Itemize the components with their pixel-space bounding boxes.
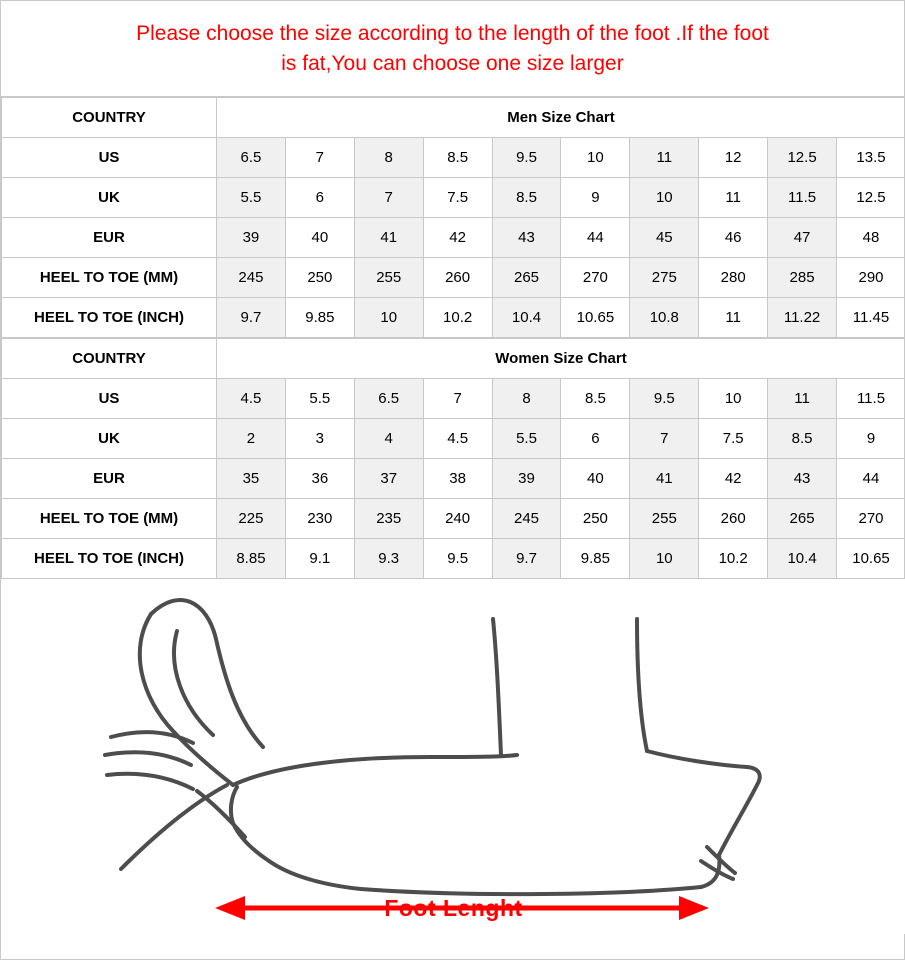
cell: 7 (354, 178, 423, 218)
cell: 8.5 (423, 138, 492, 178)
country-header: COUNTRY (2, 339, 217, 379)
cell: 35 (217, 459, 286, 499)
cell: 10.2 (699, 539, 768, 579)
cell: 5.5 (285, 379, 354, 419)
cell: 37 (354, 459, 423, 499)
table-row (2, 459, 905, 499)
cell: 255 (630, 499, 699, 539)
cell: 9 (561, 178, 630, 218)
cell: 42 (699, 459, 768, 499)
cell: 36 (285, 459, 354, 499)
table-row (2, 298, 905, 338)
foot-length-label: Foot Lenght (384, 895, 523, 921)
cell: 10 (561, 138, 630, 178)
cell: 8.5 (768, 419, 837, 459)
cell: 9.85 (285, 298, 354, 338)
cell: 265 (768, 499, 837, 539)
cell: 7.5 (699, 419, 768, 459)
cell: 8.5 (492, 178, 561, 218)
cell: 260 (423, 258, 492, 298)
cell: 44 (837, 459, 905, 499)
cell: 11 (699, 298, 768, 338)
cell: 4.5 (217, 379, 286, 419)
cell: 11 (768, 379, 837, 419)
cell: 48 (837, 218, 905, 258)
cell: 10.4 (492, 298, 561, 338)
cell: 280 (699, 258, 768, 298)
cell: 6 (285, 178, 354, 218)
cell: 10.65 (561, 298, 630, 338)
cell: 5.5 (492, 419, 561, 459)
cell: 7 (630, 419, 699, 459)
table-row (2, 379, 905, 419)
cell: 44 (561, 218, 630, 258)
cell: 250 (285, 258, 354, 298)
row-label: EUR (2, 218, 217, 258)
cell: 41 (354, 218, 423, 258)
cell: 235 (354, 499, 423, 539)
table-row (2, 138, 905, 178)
cell: 43 (768, 459, 837, 499)
cell: 9.1 (285, 539, 354, 579)
cell: 39 (492, 459, 561, 499)
row-label: HEEL TO TOE (MM) (2, 258, 217, 298)
cell: 8.5 (561, 379, 630, 419)
cell: 12.5 (837, 178, 905, 218)
cell: 40 (285, 218, 354, 258)
cell: 270 (837, 499, 905, 539)
cell: 11.5 (837, 379, 905, 419)
cell: 240 (423, 499, 492, 539)
cell: 8 (354, 138, 423, 178)
cell: 3 (285, 419, 354, 459)
row-label: US (2, 138, 217, 178)
cell: 290 (837, 258, 905, 298)
cell: 250 (561, 499, 630, 539)
cell: 9.5 (630, 379, 699, 419)
cell: 9.5 (423, 539, 492, 579)
cell: 260 (699, 499, 768, 539)
cell: 11 (699, 178, 768, 218)
cell: 42 (423, 218, 492, 258)
notice-banner (1, 1, 904, 97)
cell: 245 (217, 258, 286, 298)
cell: 225 (217, 499, 286, 539)
cell: 5.5 (217, 178, 286, 218)
table-row (2, 178, 905, 218)
cell: 9.7 (217, 298, 286, 338)
cell: 10.4 (768, 539, 837, 579)
cell: 7 (285, 138, 354, 178)
cell: 255 (354, 258, 423, 298)
cell: 13.5 (837, 138, 905, 178)
cell: 46 (699, 218, 768, 258)
cell: 285 (768, 258, 837, 298)
men-size-table (1, 97, 905, 338)
table-header-row (2, 339, 905, 379)
cell: 6.5 (354, 379, 423, 419)
cell: 45 (630, 218, 699, 258)
cell: 11.5 (768, 178, 837, 218)
cell: 41 (630, 459, 699, 499)
cell: 7.5 (423, 178, 492, 218)
cell: 9.7 (492, 539, 561, 579)
cell: 230 (285, 499, 354, 539)
cell: 6.5 (217, 138, 286, 178)
row-label: UK (2, 419, 217, 459)
cell: 11 (630, 138, 699, 178)
cell: 270 (561, 258, 630, 298)
cell: 38 (423, 459, 492, 499)
cell: 12 (699, 138, 768, 178)
cell: 6 (561, 419, 630, 459)
row-label: US (2, 379, 217, 419)
country-header: COUNTRY (2, 98, 217, 138)
cell: 275 (630, 258, 699, 298)
table-row (2, 539, 905, 579)
cell: 10.2 (423, 298, 492, 338)
cell: 265 (492, 258, 561, 298)
cell: 10 (354, 298, 423, 338)
cell: 11.22 (768, 298, 837, 338)
table-row (2, 258, 905, 298)
notice-line-2: is fat,You can choose one size larger (281, 51, 624, 75)
cell: 43 (492, 218, 561, 258)
cell: 12.5 (768, 138, 837, 178)
cell: 40 (561, 459, 630, 499)
cell: 10 (630, 178, 699, 218)
cell: 4.5 (423, 419, 492, 459)
cell: 8 (492, 379, 561, 419)
cell: 10 (699, 379, 768, 419)
women-size-table (1, 338, 905, 579)
cell: 9 (837, 419, 905, 459)
cell: 8.85 (217, 539, 286, 579)
table-row (2, 419, 905, 459)
row-label: HEEL TO TOE (MM) (2, 499, 217, 539)
cell: 2 (217, 419, 286, 459)
cell: 9.85 (561, 539, 630, 579)
foot-outline-icon (1, 579, 905, 934)
cell: 10.8 (630, 298, 699, 338)
cell: 39 (217, 218, 286, 258)
table-row (2, 499, 905, 539)
notice-line-1: Please choose the size according to the length of the foot .If the foot (136, 21, 769, 45)
cell: 47 (768, 218, 837, 258)
row-label: HEEL TO TOE (INCH) (2, 298, 217, 338)
cell: 245 (492, 499, 561, 539)
table-header-row (2, 98, 905, 138)
women-chart-title: Women Size Chart (217, 339, 905, 379)
cell: 9.5 (492, 138, 561, 178)
men-chart-title: Men Size Chart (217, 98, 905, 138)
foot-measurement-diagram (1, 579, 905, 934)
cell: 10 (630, 539, 699, 579)
row-label: UK (2, 178, 217, 218)
cell: 11.45 (837, 298, 905, 338)
table-row (2, 218, 905, 258)
row-label: EUR (2, 459, 217, 499)
cell: 10.65 (837, 539, 905, 579)
row-label: HEEL TO TOE (INCH) (2, 539, 217, 579)
cell: 4 (354, 419, 423, 459)
cell: 7 (423, 379, 492, 419)
cell: 9.3 (354, 539, 423, 579)
